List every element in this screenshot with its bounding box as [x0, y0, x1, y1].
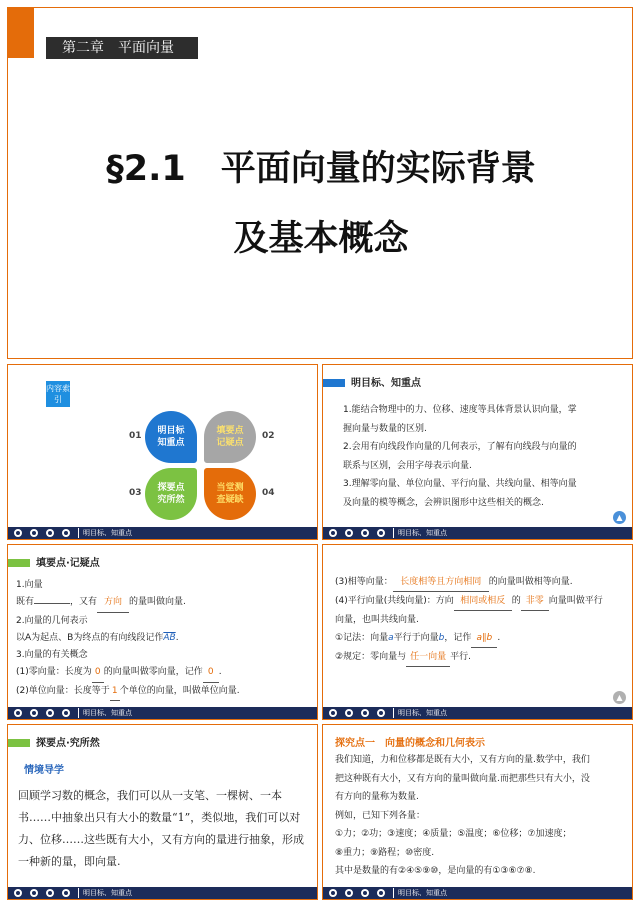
header-bar — [323, 379, 345, 387]
slide-footer — [8, 887, 317, 899]
footer-label: 明目标、知重点 — [398, 709, 447, 717]
blank-answer: a∥b — [471, 629, 497, 648]
exploration-title: 探究点一 向量的概念和几何表示 — [335, 738, 485, 749]
text-line: 我们知道，力和位移都是既有大小，又有方向的量.数学中，我们 — [335, 755, 590, 765]
nav-dot[interactable] — [361, 529, 369, 537]
title-slide — [7, 7, 633, 359]
footer-label: 明目标、知重点 — [398, 529, 447, 537]
index-petal-explore[interactable] — [145, 468, 197, 520]
goal-line: 3.理解零向量、单位向量、平行向量、共线向量、相等向量 — [343, 479, 577, 489]
section-title: 明目标、知重点 — [351, 378, 421, 389]
concepts-text — [335, 573, 627, 667]
goals-text — [343, 401, 613, 512]
concepts-slide — [322, 544, 633, 720]
explore-slide — [7, 724, 318, 900]
slide-footer — [323, 707, 632, 719]
exploration-text — [335, 751, 629, 881]
vector-symbol: b — [438, 633, 445, 643]
goal-line: 1.能结合物理中的力、位移、速度等具体背景认识向量，掌 — [343, 405, 577, 415]
header-bar — [8, 559, 30, 567]
blank-answer: 长度相等且方向相同 — [393, 573, 489, 592]
nav-dot[interactable] — [62, 709, 70, 717]
petal-number: 01 — [129, 431, 142, 441]
petal-label: 明目标知重点 — [157, 426, 185, 448]
vector-symbol: $\overline{AB}$ — [163, 632, 176, 643]
nav-dot[interactable] — [46, 889, 54, 897]
text-line: 例如，已知下列各量： — [335, 810, 426, 821]
nav-dot[interactable] — [377, 889, 385, 897]
blank-answer: 1 — [110, 683, 120, 701]
nav-dot[interactable] — [14, 889, 22, 897]
slide-footer — [323, 887, 632, 899]
vector-symbol: a — [388, 633, 394, 643]
text-line: (4)平行向量(共线向量)：方向 相同或相反 的 非零 向量叫做平行 — [335, 592, 627, 611]
footer-label: 明目标、知重点 — [83, 709, 132, 717]
keypoints-slide — [7, 544, 318, 720]
text-line: 1.向量 — [16, 580, 43, 590]
nav-dot[interactable] — [377, 709, 385, 717]
nav-dot[interactable] — [30, 529, 38, 537]
section-title: 探要点·究所然 — [36, 738, 100, 749]
footer-label: 明目标、知重点 — [83, 889, 132, 897]
blank-answer: 非零 — [521, 592, 549, 611]
content-index-tag: 内容索引 — [46, 381, 70, 407]
footer-label: 明目标、知重点 — [83, 529, 132, 537]
nav-dot[interactable] — [14, 709, 22, 717]
text-line: ⑧重力；⑨路程；⑩密度. — [335, 847, 435, 858]
goal-line: 握向量与数量的区别. — [343, 423, 427, 434]
index-petal-points[interactable] — [204, 411, 256, 463]
text-line: 把这种既有大小，又有方向的量叫做向量.而把那些只有大小，没 — [335, 773, 590, 784]
petal-number: 02 — [262, 431, 275, 441]
text-line: 有方向的量称为数量. — [335, 792, 419, 802]
nav-dot[interactable] — [361, 889, 369, 897]
nav-dot[interactable] — [14, 529, 22, 537]
nav-dot[interactable] — [62, 889, 70, 897]
chevron-up-icon[interactable]: ▲ — [613, 691, 626, 704]
petal-label: 探要点究所然 — [157, 483, 185, 505]
exploration-slide — [322, 724, 633, 900]
subheading: 情境导学 — [24, 765, 64, 776]
nav-dot[interactable] — [46, 529, 54, 537]
goal-line: 联系与区别，会用字母表示向量. — [343, 460, 472, 471]
nav-dot[interactable] — [30, 889, 38, 897]
nav-dot[interactable] — [361, 709, 369, 717]
text-line: 2.向量的几何表示 — [16, 615, 88, 626]
chapter-label: 第二章 平面向量 — [46, 37, 198, 59]
section-title: 填要点·记疑点 — [36, 558, 100, 569]
nav-dot[interactable] — [377, 529, 385, 537]
blank-answer: 0 — [203, 664, 219, 682]
slide-title-line2: 及基本概念 — [233, 219, 409, 259]
text-line: ①记法：向量a平行于向量b，记作 a∥b . — [335, 629, 627, 648]
text-line: 既有 ，又有 方向 的量叫做向量. — [16, 594, 311, 612]
text-line: 其中是数量的有②④⑤⑨⑩，是向量的有①③⑥⑦⑧. — [335, 866, 536, 876]
index-petal-test[interactable] — [204, 468, 256, 520]
text-line: (1)零向量：长度为 0 的向量叫做零向量，记作 0 . — [16, 664, 311, 682]
text-line: (2)单位向量：长度等于 1 个单位的向量，叫做单位向量. — [16, 683, 311, 701]
slide-title-line1: §2.1 平面向量的实际背景 — [106, 149, 536, 189]
blank-answer: 0 — [92, 664, 104, 682]
keypoints-text — [16, 577, 311, 701]
slide-footer — [323, 527, 632, 539]
nav-dot[interactable] — [345, 889, 353, 897]
blank-answer: 任一向量 — [406, 648, 450, 667]
text-line: ②规定：零向量与 任一向量 平行. — [335, 648, 627, 667]
nav-dot[interactable] — [46, 709, 54, 717]
text-line: 3.向量的有关概念 — [16, 650, 88, 661]
blank-answer: 相同或相反 — [454, 592, 512, 611]
goal-line: 2.会用有向线段作向量的几何表示，了解有向线段与向量的 — [343, 442, 577, 452]
intro-paragraph: 回顾学习数的概念，我们可以从一支笔、一棵树、一本书……中抽象出只有大小的数量“1”，类似地，我们可以对力、位移……这些既有大小，又有方向的量进行抽象，形成一种新的量，即向量. — [18, 789, 304, 868]
nav-dot[interactable] — [345, 529, 353, 537]
goal-line: 及向量的模等概念，会辨识图形中这些相关的概念. — [343, 497, 544, 508]
index-slide — [7, 364, 318, 540]
petal-label: 填要点记疑点 — [216, 426, 244, 448]
text-line: ①力；②功；③速度；④质量；⑤温度；⑥位移；⑦加速度； — [335, 829, 572, 839]
text-line: 向量，也叫共线向量. — [335, 615, 419, 625]
nav-dot[interactable] — [329, 709, 337, 717]
petal-number: 03 — [129, 488, 142, 498]
blank-answer: 方向 — [97, 594, 129, 612]
header-bar — [8, 739, 30, 747]
chevron-up-icon[interactable]: ▲ — [613, 511, 626, 524]
petal-number: 04 — [262, 488, 275, 498]
nav-dot[interactable] — [329, 889, 337, 897]
nav-dot[interactable] — [30, 709, 38, 717]
text-line: (3)相等向量： 长度相等且方向相同 的向量叫做相等向量. — [335, 573, 627, 592]
slide-footer — [8, 527, 317, 539]
nav-dot[interactable] — [345, 709, 353, 717]
nav-dot[interactable] — [329, 529, 337, 537]
accent-bar — [8, 8, 34, 58]
index-petal-goals[interactable] — [145, 411, 197, 463]
footer-label: 明目标、知重点 — [398, 889, 447, 897]
slide-footer — [8, 707, 317, 719]
blank-answer — [34, 603, 70, 604]
text-line: 以A为起点、B为终点的有向线段记作$\overline{AB}$. — [16, 632, 179, 643]
goals-slide — [322, 364, 633, 540]
petal-label: 当堂测查疑缺 — [216, 483, 244, 505]
nav-dot[interactable] — [62, 529, 70, 537]
